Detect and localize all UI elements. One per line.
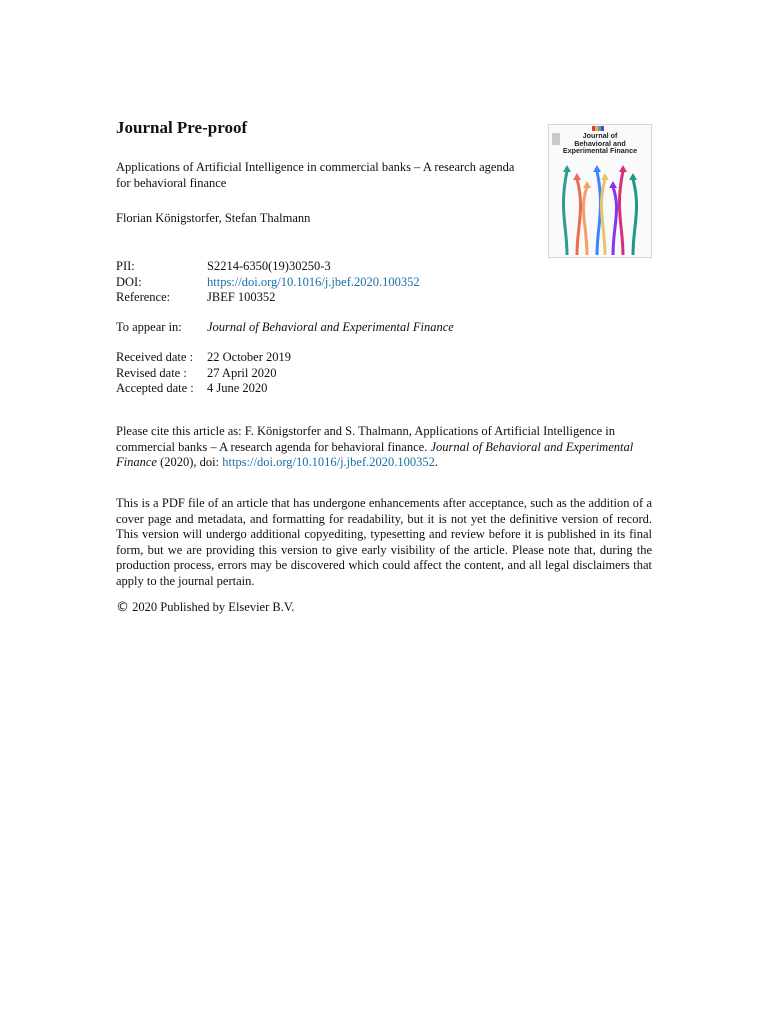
doi-row xyxy=(116,275,420,291)
cover-arrow-stem xyxy=(613,187,617,255)
copyright-symbol: © xyxy=(116,600,129,615)
cover-arrow-head xyxy=(619,165,627,172)
pii-value: S2214-6350(19)30250-3 xyxy=(207,259,331,273)
accepted-row xyxy=(116,381,291,397)
cover-arrow-stem xyxy=(633,179,637,255)
doi-link[interactable]: https://doi.org/10.1016/j.jbef.2020.100352 xyxy=(207,274,420,289)
citation-doi-link[interactable]: https://doi.org/10.1016/j.jbef.2020.100352 xyxy=(222,455,435,469)
doi-label: DOI: xyxy=(116,274,142,289)
reference-label: Reference: xyxy=(116,290,171,304)
revised-row xyxy=(116,366,291,382)
revised-label: Revised date : xyxy=(116,365,187,380)
cover-arrow-head xyxy=(609,181,617,188)
cover-arrow-stem xyxy=(601,179,605,255)
citation-prefix: Please cite this article as: F. Königstorfer and S. Thalmann, Applications of Artificial Intelligence in commercial banks – A research agenda for behavioral finance. xyxy=(116,424,615,454)
received-value: 22 October 2019 xyxy=(207,350,292,364)
citation-paragraph xyxy=(116,424,652,471)
page-title: Journal Pre-proof xyxy=(116,118,248,137)
cover-arrow-stem xyxy=(563,171,567,255)
cover-arrow-head xyxy=(593,165,601,172)
cover-arrow-head xyxy=(563,165,571,172)
citation-suffix: . xyxy=(434,455,438,469)
pdf-note-paragraph: This is a PDF file of an article that has undergone enhancements after acceptance, such as the addition of a cover page and metadata, and formatting for readability, but it is not yet the definitive version of record. This version will undergo additional copyediting, typesetting and review before it is published in its final form, but we are providing this version to give early visibility of the article. Please note that, during the production process, errors may be discovered which could affect the content, and all legal disclaimers that apply to the journal pertain. xyxy=(116,496,652,588)
accepted-value: 4 June 2020 xyxy=(207,381,268,395)
cover-arrow-stem xyxy=(597,171,601,255)
appear-journal: Journal of Behavioral and Experimental Finance xyxy=(207,320,454,334)
article-title: Applications of Artificial Intelligence in commercial banks – A research agenda for behavioral finance xyxy=(116,160,515,190)
cover-arrows-illustration xyxy=(549,155,651,257)
revised-value: 27 April 2020 xyxy=(207,365,277,380)
identifiers-block xyxy=(116,259,420,306)
dates-block xyxy=(116,350,291,397)
copyright-line xyxy=(116,600,294,615)
pii-label: PII: xyxy=(116,259,135,273)
cover-arrow-stem xyxy=(583,187,587,255)
cover-arrow-stem xyxy=(577,179,581,255)
received-row xyxy=(116,350,291,366)
pii-row xyxy=(116,259,420,275)
cover-arrow-head xyxy=(583,181,591,188)
copyright-text: 2020 Published by Elsevier B.V. xyxy=(132,600,295,614)
reference-value: JBEF 100352 xyxy=(207,290,276,304)
cover-arrow-head xyxy=(601,173,609,180)
cover-arrow-head xyxy=(573,173,581,180)
article-authors: Florian Königstorfer, Stefan Thalmann xyxy=(116,211,311,225)
journal-cover-image xyxy=(548,124,652,258)
reference-row xyxy=(116,290,420,306)
received-label: Received date : xyxy=(116,350,194,364)
citation-journal: Journal of Behavioral and Experimental Finance xyxy=(116,439,634,469)
cover-title-line: Experimental Finance xyxy=(562,146,638,156)
cover-arrow-head xyxy=(629,173,637,180)
cover-title-line: Behavioral and xyxy=(574,138,626,148)
cover-title-line: Journal of xyxy=(582,131,618,140)
cover-title xyxy=(551,132,649,155)
accepted-label: Accepted date : xyxy=(116,381,194,395)
citation-middle: (2020), doi: xyxy=(160,455,220,469)
appear-row xyxy=(116,320,454,336)
appear-label: To appear in: xyxy=(116,320,182,334)
cover-arrow-stem xyxy=(619,171,623,255)
